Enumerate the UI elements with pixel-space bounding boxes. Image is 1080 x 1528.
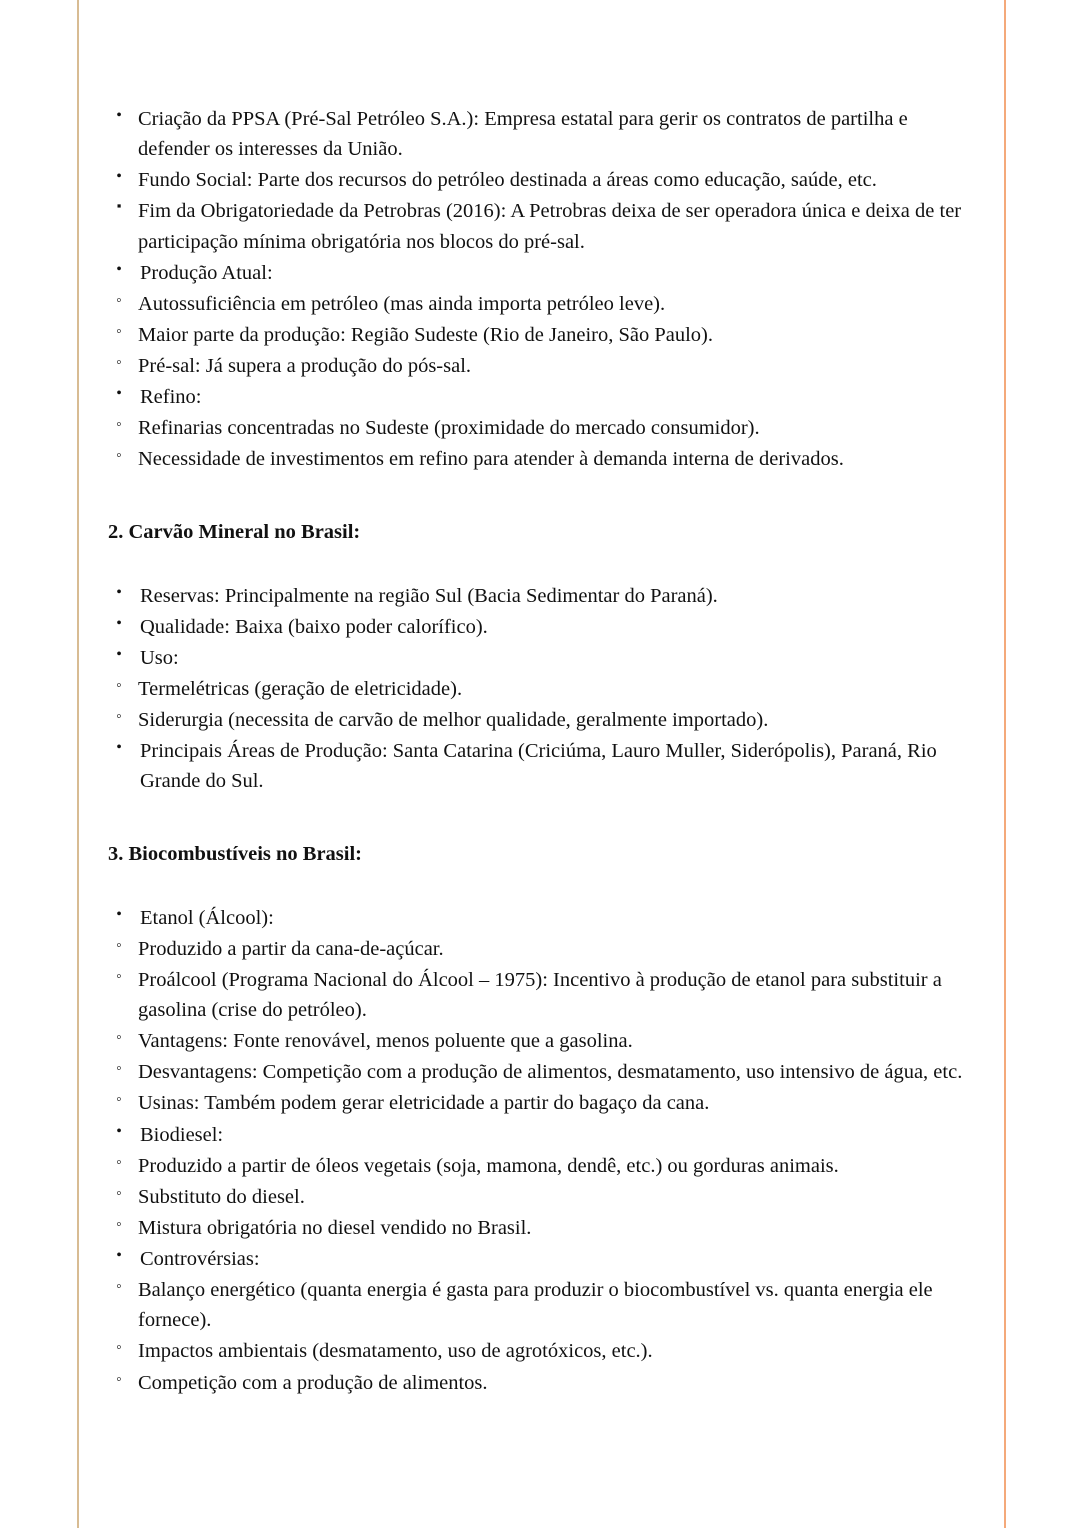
circle-bullet-icon: ◦ [116, 1184, 122, 1202]
list-item-text: Criação da PPSA (Pré-Sal Petróleo S.A.): Empresa estatal para gerir os contratos de partilha e defender os interesses da União. [138, 108, 908, 161]
list-item-text: Autossuficiência em petróleo (mas ainda importa petróleo leve). [138, 292, 666, 315]
list-item-text: Produzido a partir de óleos vegetais (soja, mamona, dendê, etc.) ou gorduras animais. [138, 1154, 839, 1177]
controversias-sublist [108, 1275, 980, 1398]
list-item-text: Fim da Obrigatoriedade da Petrobras (2016): A Petrobras deixa de ser operadora única e deixa de ter participação mínima obrigatória nos blocos do pré-sal. [138, 200, 962, 253]
refino-top-list [108, 382, 980, 412]
list-item [108, 165, 980, 195]
controversias-top-list [108, 1244, 980, 1274]
list-item [108, 1026, 980, 1056]
section-heading-biocombustiveis: 3. Biocombustíveis no Brasil: [108, 842, 362, 865]
list-item-text: Competição com a produção de alimentos. [138, 1371, 488, 1394]
etanol-sublist [108, 934, 980, 1119]
circle-bullet-icon: ◦ [116, 291, 122, 309]
list-item [108, 196, 980, 256]
circle-bullet-icon: ◦ [116, 1091, 122, 1109]
list-item [108, 1275, 980, 1335]
circle-bullet-icon: ◦ [116, 1339, 122, 1357]
square-bullet-icon: ▪ [116, 198, 122, 214]
circle-bullet-icon: ◦ [116, 967, 122, 985]
list-item [108, 104, 980, 164]
list-item [108, 1213, 980, 1243]
list-item-text: Etanol (Álcool): [140, 906, 274, 929]
list-item-text: Substituto do diesel. [138, 1185, 305, 1208]
list-item-controversias [108, 1244, 980, 1274]
list-item [108, 1057, 980, 1087]
list-item [108, 413, 980, 443]
list-item-text: Impactos ambientais (desmatamento, uso de agrotóxicos, etc.). [138, 1340, 653, 1363]
list-item [108, 351, 980, 381]
circle-bullet-icon: ◦ [116, 1060, 122, 1078]
circle-bullet-icon: ◦ [116, 447, 122, 465]
disc-bullet-icon: • [116, 614, 122, 632]
uso-sublist [108, 674, 980, 735]
biodiesel-top-list [108, 1120, 980, 1150]
list-item [108, 289, 980, 319]
left-margin-rule [77, 0, 79, 1528]
list-item [108, 674, 980, 704]
list-item [108, 1336, 980, 1366]
list-item-text: Fundo Social: Parte dos recursos do petróleo destinada a áreas como educação, saúde, etc. [138, 169, 877, 192]
carvao-areas-list [108, 736, 980, 796]
list-item [108, 1151, 980, 1181]
refino-sublist [108, 413, 980, 474]
list-item-text: Refinarias concentradas no Sudeste (proximidade do mercado consumidor). [138, 417, 760, 440]
petroleo-square-item-list [108, 196, 980, 256]
circle-bullet-icon: ◦ [116, 1370, 122, 1388]
disc-bullet-icon: • [116, 107, 122, 124]
disc-bullet-icon: • [116, 385, 122, 403]
biodiesel-sublist [108, 1151, 980, 1243]
list-item-text: Produção Atual: [140, 261, 273, 284]
list-item-text: Pré-sal: Já supera a produção do pós-sal. [138, 355, 472, 377]
list-item-text: Produzido a partir da cana-de-açúcar. [138, 937, 444, 960]
list-item-text: Vantagens: Fonte renovável, menos poluente que a gasolina. [138, 1030, 633, 1053]
list-item-text: Biodiesel: [140, 1123, 224, 1146]
list-item-text: Reservas: Principalmente na região Sul (Bacia Sedimentar do Paraná). [140, 584, 718, 607]
list-item [108, 1182, 980, 1212]
petroleo-top-list [108, 258, 980, 288]
circle-bullet-icon: ◦ [116, 1215, 122, 1233]
disc-bullet-icon: • [116, 1122, 122, 1140]
list-item [108, 320, 980, 350]
disc-bullet-icon: • [116, 168, 122, 186]
list-item-text: Termelétricas (geração de eletricidade). [138, 678, 463, 700]
circle-bullet-icon: ◦ [116, 677, 122, 694]
petroleo-subitems-list [108, 104, 980, 195]
circle-bullet-icon: ◦ [116, 416, 122, 434]
list-item [108, 965, 980, 1025]
list-item-areas-producao [108, 736, 980, 796]
carvao-top-list [108, 581, 980, 673]
disc-bullet-icon: • [116, 645, 122, 663]
list-item-text: Balanço energético (quanta energia é gasta para produzir o biocombustível vs. quanta energia ele fornece). [138, 1279, 933, 1332]
disc-bullet-icon: • [116, 583, 122, 601]
right-margin-rule [1004, 0, 1006, 1528]
list-item [108, 1088, 980, 1118]
disc-bullet-icon: • [116, 260, 122, 278]
list-item-text: Siderurgia (necessita de carvão de melhor qualidade, geralmente importado). [138, 709, 769, 732]
list-item-text: Maior parte da produção: Região Sudeste (Rio de Janeiro, São Paulo). [138, 323, 713, 346]
list-item [108, 934, 980, 964]
list-item [108, 444, 980, 474]
circle-bullet-icon: ◦ [116, 322, 122, 340]
disc-bullet-icon: • [116, 739, 122, 757]
list-item-text: Principais Áreas de Produção: Santa Catarina (Criciúma, Lauro Muller, Siderópolis), Paraná, Rio Grande do Sul. [140, 740, 937, 793]
list-item-text: Proálcool (Programa Nacional do Álcool – 1975): Incentivo à produção de etanol para substituir a gasolina (crise do petróleo). [138, 968, 942, 1021]
list-item-reservas [108, 581, 980, 611]
circle-bullet-icon: ◦ [116, 1153, 122, 1171]
list-item-text: Necessidade de investimentos em refino para atender à demanda interna de derivados. [138, 448, 844, 471]
circle-bullet-icon: ◦ [116, 708, 122, 726]
list-item-text: Usinas: Também podem gerar eletricidade a partir do bagaço da cana. [138, 1092, 710, 1115]
section-heading-carvao: 2. Carvão Mineral no Brasil: [108, 520, 361, 543]
circle-bullet-icon: ◦ [116, 1278, 122, 1296]
list-item-text: Mistura obrigatória no diesel vendido no Brasil. [138, 1216, 532, 1239]
document-body [108, 104, 980, 1399]
list-item [108, 1368, 980, 1398]
list-item-text: Qualidade: Baixa (baixo poder calorífico). [140, 615, 488, 638]
list-item-uso [108, 643, 980, 673]
etanol-top-list [108, 903, 980, 933]
circle-bullet-icon: ◦ [116, 354, 122, 371]
list-item-qualidade [108, 612, 980, 642]
disc-bullet-icon: • [116, 905, 122, 923]
list-item-text: Refino: [140, 386, 202, 409]
list-item-producao-atual [108, 258, 980, 288]
list-item-text: Controvérsias: [140, 1248, 260, 1270]
list-item-text: Desvantagens: Competição com a produção de alimentos, desmatamento, uso intensivo de água, etc. [138, 1061, 963, 1084]
circle-bullet-icon: ◦ [116, 936, 122, 954]
producao-atual-sublist [108, 289, 980, 381]
list-item-text: Uso: [140, 646, 179, 669]
list-item-etanol [108, 903, 980, 933]
disc-bullet-icon: • [116, 1247, 122, 1264]
list-item [108, 705, 980, 735]
list-item-refino [108, 382, 980, 412]
list-item-biodiesel [108, 1120, 980, 1150]
circle-bullet-icon: ◦ [116, 1029, 122, 1047]
